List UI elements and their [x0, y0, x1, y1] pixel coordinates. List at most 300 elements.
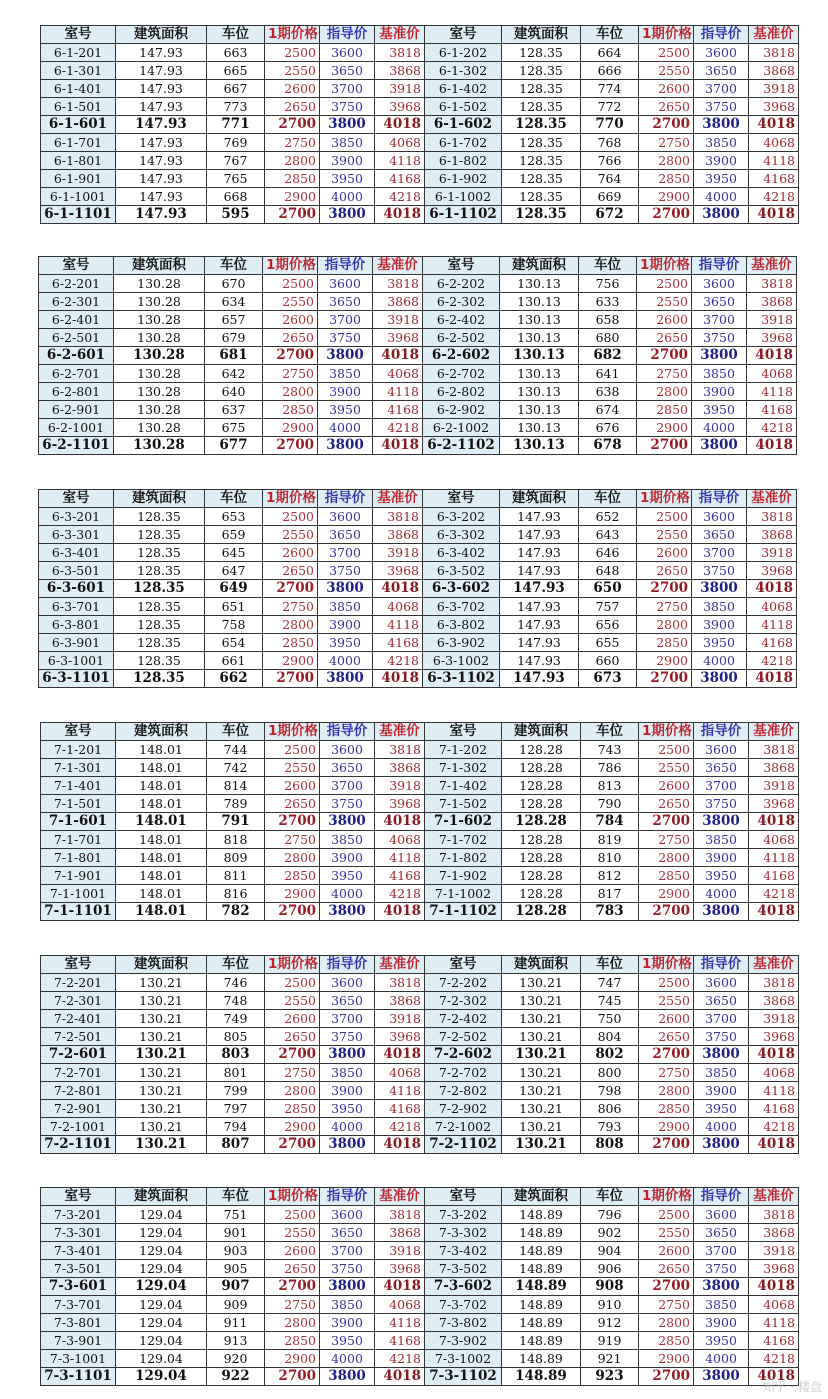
table-row: [41, 885, 799, 903]
guide-price: 3750: [320, 1028, 375, 1046]
base-price: 4218: [375, 188, 425, 206]
base-price: 4218: [749, 885, 799, 903]
guide-price: 3600: [694, 44, 749, 62]
phase1-price: 2700: [637, 670, 692, 688]
guide-price: 3900: [318, 383, 373, 401]
base-price: 3818: [747, 275, 797, 293]
guide-price: 3950: [694, 170, 749, 188]
base-price: 4118: [749, 152, 799, 170]
building-area: 147.93: [500, 544, 579, 562]
table-row: [41, 1296, 799, 1314]
base-price: 4068: [749, 1296, 799, 1314]
base-price: 4018: [749, 813, 799, 831]
parking-space: 742: [207, 759, 265, 777]
building-area: 130.21: [502, 1028, 581, 1046]
building-area: 128.35: [114, 562, 205, 580]
room-number: 6-3-301: [39, 526, 114, 544]
building-area: 147.93: [116, 116, 207, 134]
parking-space: 651: [205, 598, 263, 616]
building-area: 130.13: [500, 401, 579, 419]
table-row: [41, 1118, 799, 1136]
phase1-price: 2850: [637, 401, 692, 419]
parking-space: 809: [207, 849, 265, 867]
table-row: [39, 526, 797, 544]
parking-space: 654: [205, 634, 263, 652]
room-number: 6-1-401: [41, 80, 116, 98]
room-number: 6-1-702: [425, 134, 502, 152]
base-price: 3968: [749, 1028, 799, 1046]
phase1-price: 2650: [639, 98, 694, 116]
room-number: 7-3-702: [425, 1296, 502, 1314]
room-number: 6-2-701: [39, 365, 114, 383]
phase1-price: 2650: [639, 1028, 694, 1046]
room-number: 7-3-301: [41, 1224, 116, 1242]
parking-space: 786: [581, 759, 639, 777]
guide-price: 3900: [694, 1314, 749, 1332]
building-area: 130.13: [500, 275, 579, 293]
guide-price: 3700: [694, 777, 749, 795]
guide-price: 3950: [320, 170, 375, 188]
guide-price: 3800: [694, 903, 749, 921]
parking-space: 902: [581, 1224, 639, 1242]
table-row: [39, 616, 797, 634]
guide-price: 4000: [318, 419, 373, 437]
base-price: 4068: [375, 1296, 425, 1314]
phase1-price: 2500: [265, 44, 320, 62]
guide-price: 3750: [694, 1028, 749, 1046]
base-price: 3918: [749, 777, 799, 795]
phase1-price: 2700: [265, 1368, 320, 1386]
phase1-price: 2750: [265, 1064, 320, 1082]
room-number: 6-2-601: [39, 347, 114, 365]
building-area: 129.04: [116, 1350, 207, 1368]
building-area: 148.89: [502, 1368, 581, 1386]
room-number: 6-2-302: [423, 293, 500, 311]
base-price: 3968: [373, 329, 423, 347]
header-row: [39, 257, 797, 275]
building-area: 147.93: [116, 62, 207, 80]
table-row: [41, 152, 799, 170]
parking-space: 794: [207, 1118, 265, 1136]
column-header: 指导价: [692, 257, 747, 275]
base-price: 3818: [375, 974, 425, 992]
room-number: 6-3-902: [423, 634, 500, 652]
table-row: [41, 1064, 799, 1082]
room-number: 6-3-402: [423, 544, 500, 562]
base-price: 3818: [749, 44, 799, 62]
building-area: 128.35: [114, 526, 205, 544]
room-number: 6-3-801: [39, 616, 114, 634]
room-number: 7-1-1002: [425, 885, 502, 903]
guide-price: 3850: [694, 134, 749, 152]
phase1-price: 2600: [265, 777, 320, 795]
parking-space: 819: [581, 831, 639, 849]
phase1-price: 2500: [263, 508, 318, 526]
parking-space: 765: [207, 170, 265, 188]
base-price: 4068: [747, 365, 797, 383]
guide-price: 3600: [694, 974, 749, 992]
guide-price: 3950: [694, 867, 749, 885]
room-number: 7-2-301: [41, 992, 116, 1010]
base-price: 3968: [747, 562, 797, 580]
building-area: 128.35: [502, 152, 581, 170]
building-area: 147.93: [500, 670, 579, 688]
phase1-price: 2900: [639, 885, 694, 903]
room-number: 7-3-401: [41, 1242, 116, 1260]
phase1-price: 2550: [639, 1224, 694, 1242]
parking-space: 912: [581, 1314, 639, 1332]
building-area: 130.13: [500, 383, 579, 401]
base-price: 4018: [375, 1368, 425, 1386]
parking-space: 783: [581, 903, 639, 921]
building-area: 148.01: [116, 831, 207, 849]
building-area: 128.35: [114, 544, 205, 562]
base-price: 4118: [749, 1082, 799, 1100]
column-header: 室号: [39, 257, 114, 275]
price-table: [40, 955, 799, 1154]
table-row: [39, 580, 797, 598]
phase1-price: 2700: [639, 813, 694, 831]
building-area: 148.01: [116, 813, 207, 831]
room-number: 6-2-202: [423, 275, 500, 293]
parking-space: 771: [207, 116, 265, 134]
table-row: [41, 1046, 799, 1064]
base-price: 4018: [375, 1278, 425, 1296]
guide-price: 3650: [694, 759, 749, 777]
guide-price: 3900: [692, 616, 747, 634]
guide-price: 3600: [318, 508, 373, 526]
room-number: 6-1-901: [41, 170, 116, 188]
building-area: 147.93: [116, 80, 207, 98]
base-price: 3918: [747, 311, 797, 329]
parking-space: 798: [581, 1082, 639, 1100]
guide-price: 3700: [320, 1242, 375, 1260]
room-number: 7-3-602: [425, 1278, 502, 1296]
column-header: 车位: [579, 490, 637, 508]
phase1-price: 2850: [265, 1100, 320, 1118]
building-area: 130.21: [116, 1100, 207, 1118]
guide-price: 4000: [692, 652, 747, 670]
parking-space: 911: [207, 1314, 265, 1332]
guide-price: 3950: [692, 401, 747, 419]
parking-space: 666: [581, 62, 639, 80]
building-area: 147.93: [500, 634, 579, 652]
parking-space: 681: [205, 347, 263, 365]
building-area: 128.35: [502, 62, 581, 80]
building-area: 130.13: [500, 347, 579, 365]
table-row: [41, 188, 799, 206]
room-number: 7-2-601: [41, 1046, 116, 1064]
building-area: 130.28: [114, 275, 205, 293]
guide-price: 3950: [320, 1332, 375, 1350]
room-number: 7-2-802: [425, 1082, 502, 1100]
parking-space: 907: [207, 1278, 265, 1296]
phase1-price: 2800: [263, 383, 318, 401]
room-number: 6-3-201: [39, 508, 114, 526]
base-price: 3968: [749, 1260, 799, 1278]
room-number: 7-2-1001: [41, 1118, 116, 1136]
table-row: [41, 777, 799, 795]
parking-space: 751: [207, 1206, 265, 1224]
phase1-price: 2850: [639, 1332, 694, 1350]
phase1-price: 2700: [265, 1046, 320, 1064]
room-number: 7-2-201: [41, 974, 116, 992]
phase1-price: 2700: [639, 1278, 694, 1296]
room-number: 6-1-301: [41, 62, 116, 80]
table-row: [41, 170, 799, 188]
parking-space: 664: [581, 44, 639, 62]
column-header: 指导价: [694, 1188, 749, 1206]
base-price: 3868: [749, 62, 799, 80]
room-number: 6-1-302: [425, 62, 502, 80]
column-header: 室号: [425, 26, 502, 44]
building-area: 130.28: [114, 311, 205, 329]
parking-space: 665: [207, 62, 265, 80]
watermark: 知乎 · 楼盘: [762, 1380, 822, 1394]
column-header: 指导价: [320, 723, 375, 741]
room-number: 6-3-1002: [423, 652, 500, 670]
parking-space: 766: [581, 152, 639, 170]
phase1-price: 2700: [265, 903, 320, 921]
column-header: 车位: [581, 1188, 639, 1206]
building-area: 130.13: [500, 311, 579, 329]
parking-space: 658: [579, 311, 637, 329]
phase1-price: 2800: [639, 849, 694, 867]
parking-space: 756: [579, 275, 637, 293]
parking-space: 682: [579, 347, 637, 365]
base-price: 4018: [749, 1368, 799, 1386]
column-header: 基准价: [747, 257, 797, 275]
guide-price: 4000: [320, 885, 375, 903]
column-header: 建筑面积: [116, 723, 207, 741]
parking-space: 910: [581, 1296, 639, 1314]
phase1-price: 2900: [639, 188, 694, 206]
room-number: 6-2-602: [423, 347, 500, 365]
building-area: 128.35: [114, 580, 205, 598]
building-area: 148.89: [502, 1242, 581, 1260]
parking-space: 645: [205, 544, 263, 562]
base-price: 4168: [749, 1332, 799, 1350]
building-area: 128.35: [502, 98, 581, 116]
table-row: [39, 401, 797, 419]
parking-space: 634: [205, 293, 263, 311]
building-area: 130.21: [116, 1136, 207, 1154]
column-header: 室号: [425, 956, 502, 974]
building-area: 129.04: [116, 1296, 207, 1314]
building-area: 147.93: [116, 206, 207, 224]
parking-space: 649: [205, 580, 263, 598]
column-header: 指导价: [318, 257, 373, 275]
room-number: 6-2-702: [423, 365, 500, 383]
room-number: 7-2-501: [41, 1028, 116, 1046]
base-price: 4068: [373, 365, 423, 383]
guide-price: 3850: [320, 831, 375, 849]
column-header: 1期价格: [637, 257, 692, 275]
column-header: 车位: [207, 26, 265, 44]
building-area: 128.28: [502, 813, 581, 831]
table-row: [41, 1350, 799, 1368]
room-number: 6-2-401: [39, 311, 114, 329]
column-header: 基准价: [373, 257, 423, 275]
parking-space: 768: [581, 134, 639, 152]
building-area: 128.28: [502, 849, 581, 867]
building-area: 130.21: [116, 1046, 207, 1064]
phase1-price: 2700: [639, 116, 694, 134]
table-row: [39, 634, 797, 652]
guide-price: 3600: [320, 741, 375, 759]
table-row: [39, 365, 797, 383]
column-header: 室号: [41, 26, 116, 44]
guide-price: 3600: [320, 1206, 375, 1224]
guide-price: 3650: [320, 759, 375, 777]
guide-price: 3750: [318, 562, 373, 580]
base-price: 4018: [373, 347, 423, 365]
base-price: 3918: [375, 777, 425, 795]
phase1-price: 2650: [639, 795, 694, 813]
parking-space: 904: [581, 1242, 639, 1260]
header-row: [41, 723, 799, 741]
parking-space: 807: [207, 1136, 265, 1154]
room-number: 7-3-701: [41, 1296, 116, 1314]
room-number: 7-3-402: [425, 1242, 502, 1260]
building-area: 128.28: [502, 885, 581, 903]
parking-space: 647: [205, 562, 263, 580]
phase1-price: 2700: [637, 347, 692, 365]
phase1-price: 2850: [639, 1100, 694, 1118]
phase1-price: 2500: [637, 508, 692, 526]
parking-space: 673: [579, 670, 637, 688]
table-row: [41, 795, 799, 813]
table-row: [39, 275, 797, 293]
phase1-price: 2850: [265, 170, 320, 188]
building-area: 148.01: [116, 885, 207, 903]
building-area: 128.35: [114, 598, 205, 616]
column-header: 建筑面积: [116, 956, 207, 974]
building-area: 130.13: [500, 329, 579, 347]
base-price: 4018: [375, 903, 425, 921]
table-row: [39, 311, 797, 329]
column-header: 1期价格: [265, 956, 320, 974]
guide-price: 3900: [320, 152, 375, 170]
base-price: 3868: [375, 992, 425, 1010]
building-area: 128.35: [114, 508, 205, 526]
parking-space: 674: [579, 401, 637, 419]
building-area: 147.93: [500, 526, 579, 544]
guide-price: 3650: [320, 992, 375, 1010]
room-number: 7-1-1001: [41, 885, 116, 903]
room-number: 6-1-402: [425, 80, 502, 98]
parking-space: 769: [207, 134, 265, 152]
phase1-price: 2700: [263, 670, 318, 688]
building-area: 128.28: [502, 903, 581, 921]
guide-price: 3850: [694, 831, 749, 849]
table-row: [39, 293, 797, 311]
column-header: 车位: [581, 723, 639, 741]
guide-price: 3800: [694, 1136, 749, 1154]
room-number: 6-2-402: [423, 311, 500, 329]
room-number: 6-3-302: [423, 526, 500, 544]
building-area: 128.28: [502, 831, 581, 849]
parking-space: 595: [207, 206, 265, 224]
column-header: 建筑面积: [114, 257, 205, 275]
table-row: [39, 508, 797, 526]
guide-price: 3650: [318, 293, 373, 311]
phase1-price: 2800: [637, 616, 692, 634]
guide-price: 3700: [318, 544, 373, 562]
parking-space: 800: [581, 1064, 639, 1082]
table-row: [41, 1278, 799, 1296]
phase1-price: 2500: [637, 275, 692, 293]
base-price: 4018: [749, 903, 799, 921]
guide-price: 3800: [320, 1046, 375, 1064]
table-row: [39, 347, 797, 365]
building-area: 148.89: [502, 1332, 581, 1350]
building-area: 128.35: [114, 652, 205, 670]
guide-price: 4000: [694, 188, 749, 206]
parking-space: 680: [579, 329, 637, 347]
column-header: 基准价: [373, 490, 423, 508]
parking-space: 641: [579, 365, 637, 383]
guide-price: 3900: [694, 1082, 749, 1100]
guide-price: 3700: [694, 1242, 749, 1260]
room-number: 6-1-1101: [41, 206, 116, 224]
guide-price: 3650: [320, 62, 375, 80]
header-row: [39, 490, 797, 508]
phase1-price: 2750: [637, 598, 692, 616]
column-header: 基准价: [375, 723, 425, 741]
base-price: 4018: [747, 437, 797, 455]
column-header: 指导价: [320, 26, 375, 44]
room-number: 7-1-202: [425, 741, 502, 759]
parking-space: 773: [207, 98, 265, 116]
building-area: 130.13: [500, 437, 579, 455]
base-price: 4018: [375, 206, 425, 224]
table-row: [39, 329, 797, 347]
room-number: 6-3-202: [423, 508, 500, 526]
building-area: 148.89: [502, 1350, 581, 1368]
base-price: 4068: [749, 134, 799, 152]
phase1-price: 2500: [265, 974, 320, 992]
column-header: 1期价格: [639, 26, 694, 44]
phase1-price: 2850: [263, 634, 318, 652]
room-number: 7-1-501: [41, 795, 116, 813]
building-area: 147.93: [500, 616, 579, 634]
room-number: 6-2-801: [39, 383, 114, 401]
building-area: 148.01: [116, 867, 207, 885]
phase1-price: 2750: [639, 1064, 694, 1082]
phase1-price: 2550: [639, 992, 694, 1010]
building-area: 147.93: [500, 598, 579, 616]
phase1-price: 2850: [637, 634, 692, 652]
building-area: 130.21: [502, 1118, 581, 1136]
table-row: [41, 1082, 799, 1100]
room-number: 7-2-701: [41, 1064, 116, 1082]
phase1-price: 2700: [265, 813, 320, 831]
room-number: 7-1-602: [425, 813, 502, 831]
room-number: 7-3-901: [41, 1332, 116, 1350]
parking-space: 746: [207, 974, 265, 992]
parking-space: 653: [205, 508, 263, 526]
phase1-price: 2550: [263, 293, 318, 311]
guide-price: 3900: [320, 849, 375, 867]
building-area: 148.89: [502, 1206, 581, 1224]
table-row: [39, 562, 797, 580]
base-price: 4018: [373, 670, 423, 688]
parking-space: 749: [207, 1010, 265, 1028]
guide-price: 3700: [320, 777, 375, 795]
table-row: [39, 670, 797, 688]
room-number: 6-1-802: [425, 152, 502, 170]
